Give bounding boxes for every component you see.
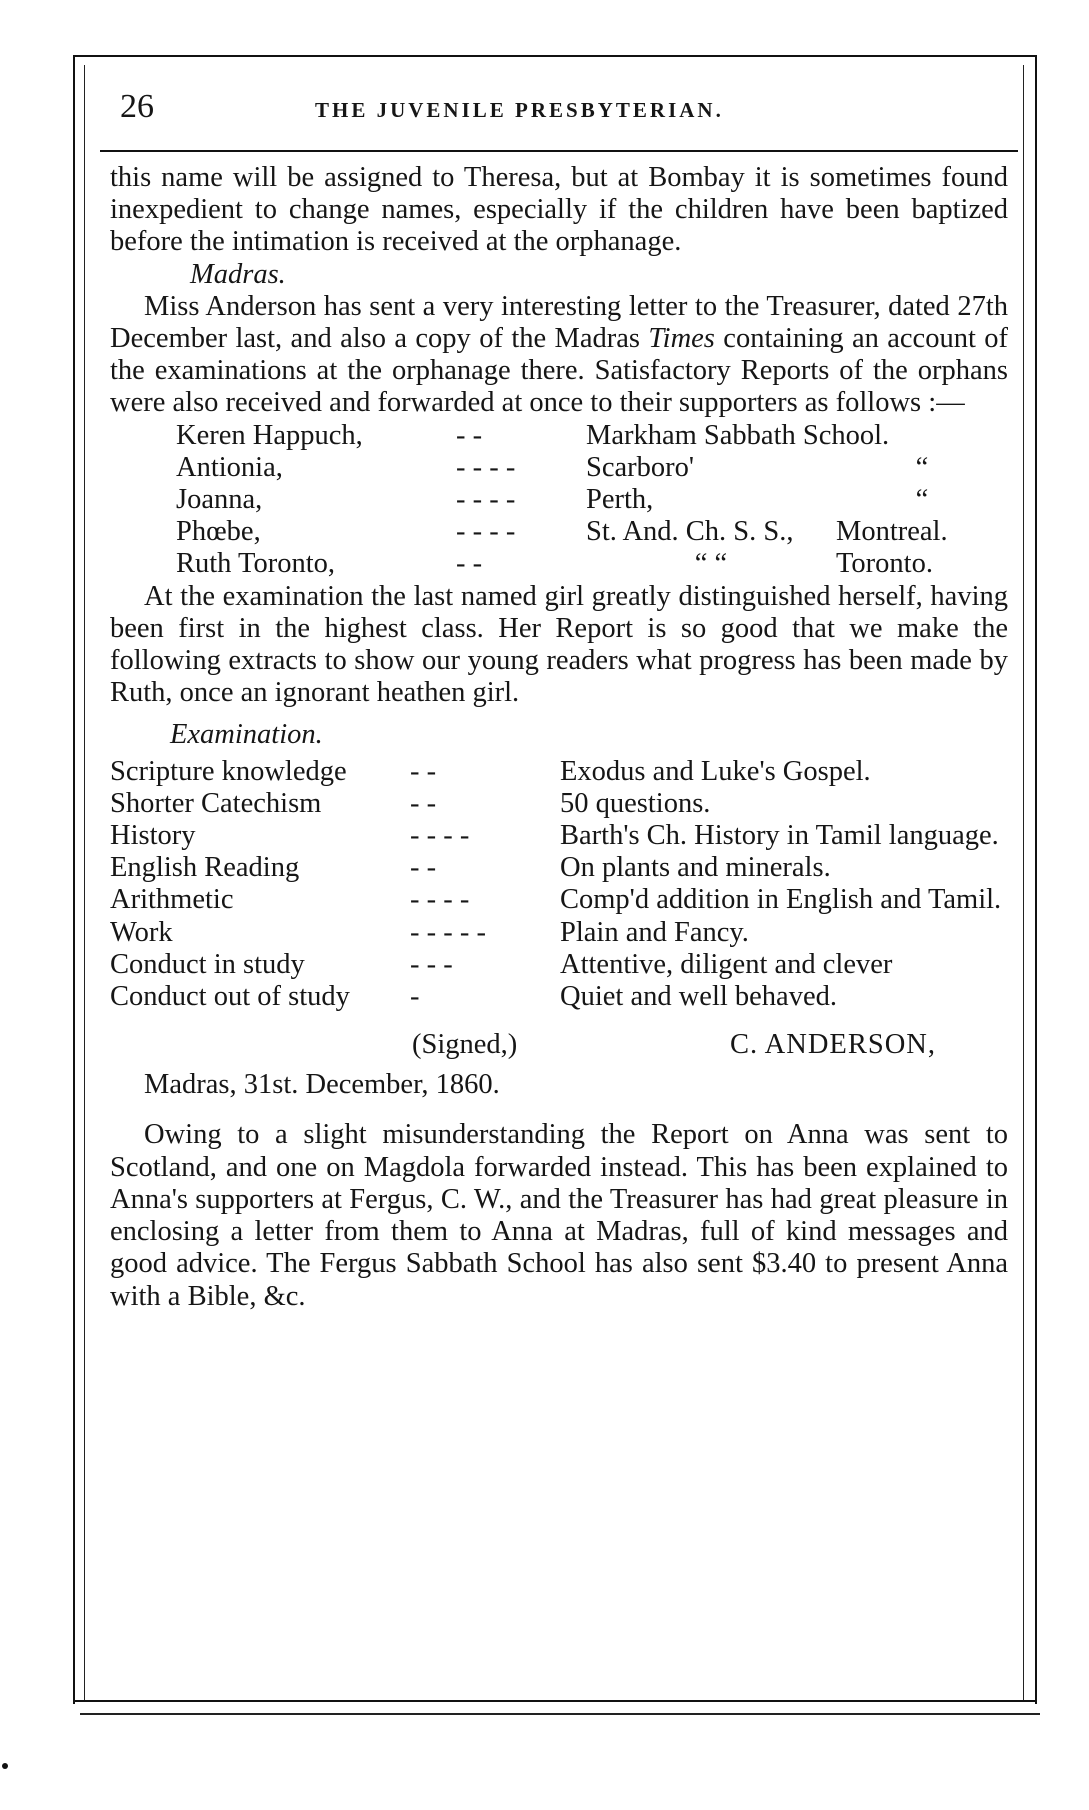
exam-subject: Scripture knowledge (110, 755, 347, 787)
table-row (110, 788, 1008, 820)
orphan-name: Ruth Toronto, (176, 548, 335, 580)
orphan-name: Antionia, (176, 451, 283, 483)
exam-result: On plants and minerals. (560, 852, 831, 884)
article-body (110, 162, 1008, 1313)
supporter-school: Scarboro' (586, 451, 695, 483)
examination-table (110, 756, 1008, 1014)
leader-dashes: - - - - - (410, 916, 486, 948)
supporter-school: Perth, (586, 484, 654, 516)
exam-result: Comp'd addition in English and Tamil. (560, 884, 1002, 916)
supporter-school: “ “ (694, 548, 728, 580)
leader-dashes: - - - - (410, 820, 470, 852)
madras-heading: Madras. (190, 258, 286, 290)
exam-result: Exodus and Luke's Gospel. (560, 755, 871, 787)
orphan-name: Phœbe, (176, 516, 261, 548)
bottom-rule (73, 1700, 1037, 1702)
ruth-paragraph: At the examination the last named girl greatly distinguished herself, having been first in the highest class. Her Report is so good that we make the following extracts to show our young readers what progress has been made by Ruth, once an ignorant heathen girl. (110, 580, 1008, 709)
supporter-place: “ (915, 484, 929, 516)
opening-paragraph: this name will be assigned to Theresa, but at Bombay it is sometimes found inexpedient to change names, especially if the children have been baptized before the intimation is received at the orphanage. (110, 162, 1008, 258)
newspaper-title: Times (648, 323, 715, 355)
table-row (110, 820, 1008, 852)
exam-result: Plain and Fancy. (560, 916, 749, 948)
table-row (110, 884, 1008, 916)
exam-subject: Work (110, 916, 173, 948)
supporter-school: St. And. Ch. S. S., (586, 516, 794, 548)
leader-dashes: - - (410, 852, 437, 884)
list-item (176, 452, 1008, 484)
list-item (176, 420, 1008, 452)
table-row (110, 917, 1008, 949)
leader-dashes: - (410, 981, 420, 1013)
header-rule (100, 150, 1018, 152)
leader-dashes: - - - - (410, 884, 470, 916)
exam-subject: Conduct in study (110, 948, 305, 980)
orphan-name: Keren Happuch, (176, 419, 363, 451)
leader-dashes: - - (456, 419, 483, 451)
exam-subject: History (110, 820, 196, 852)
supporter-place: Toronto. (836, 548, 933, 580)
page-header (110, 88, 1010, 128)
table-row (110, 981, 1008, 1013)
exam-result: Attentive, diligent and clever (560, 948, 893, 980)
exam-subject: Conduct out of study (110, 981, 350, 1013)
exam-subject: English Reading (110, 852, 300, 884)
exam-subject: Shorter Catechism (110, 787, 322, 819)
orphan-supporters-list (176, 420, 1008, 581)
madras-paragraph-text-2: containing an account of the examinations at the orphanage there. Satisfactory Reports of the orphans were also received and forwarded at once to their supporters as follows :— (110, 323, 1008, 419)
table-row (110, 852, 1008, 884)
signature-line (110, 1029, 1008, 1065)
exam-subject: Arithmetic (110, 884, 234, 916)
madras-paragraph (110, 291, 1008, 420)
list-item (176, 484, 1008, 516)
dateline: Madras, 31st. December, 1860. (144, 1069, 500, 1101)
signed-label: (Signed,) (412, 1029, 518, 1061)
orphan-name: Joanna, (176, 484, 263, 516)
list-item (176, 548, 1008, 580)
supporter-school: Markham Sabbath School. (586, 419, 890, 451)
signatory-name: C. ANDERSON, (730, 1029, 936, 1061)
leader-dashes: - - - (410, 948, 453, 980)
running-title: THE JUVENILE PRESBYTERIAN. (315, 98, 724, 122)
supporter-place: “ (915, 451, 929, 483)
bottom-rule-secondary (80, 1713, 1040, 1715)
exam-result: Quiet and well behaved. (560, 981, 837, 1013)
list-item (176, 516, 1008, 548)
table-row (110, 949, 1008, 981)
supporter-place: Montreal. (836, 516, 948, 548)
leader-dashes: - - (410, 787, 437, 819)
page-number: 26 (120, 88, 154, 125)
table-row (110, 756, 1008, 788)
leader-dashes: - - - - (456, 516, 516, 548)
madras-paragraph-text-1: Miss Anderson has sent a very interesting letter to the Treasurer, dated 27th December last, and also a copy of the Madras (110, 290, 1008, 355)
exam-result: 50 questions. (560, 787, 711, 819)
leader-dashes: - - - - (456, 451, 516, 483)
exam-result: Barth's Ch. History in Tamil language. (560, 820, 999, 852)
leader-dashes: - - (456, 548, 483, 580)
examination-heading: Examination. (170, 719, 323, 751)
stray-ink-mark (2, 1763, 8, 1769)
leader-dashes: - - (410, 755, 437, 787)
closing-paragraph: Owing to a slight misunderstanding the Report on Anna was sent to Scotland, and one on Magdola forwarded instead. This has been explained to Anna's supporters at Fergus, C. W., and the Treasurer has had great pleasure in enclosing a letter from them to Anna at Madras, full of kind messages and good advice. The Fergus Sabbath School has also sent $3.40 to present Anna with a Bible, &c. (110, 1119, 1008, 1312)
leader-dashes: - - - - (456, 484, 516, 516)
